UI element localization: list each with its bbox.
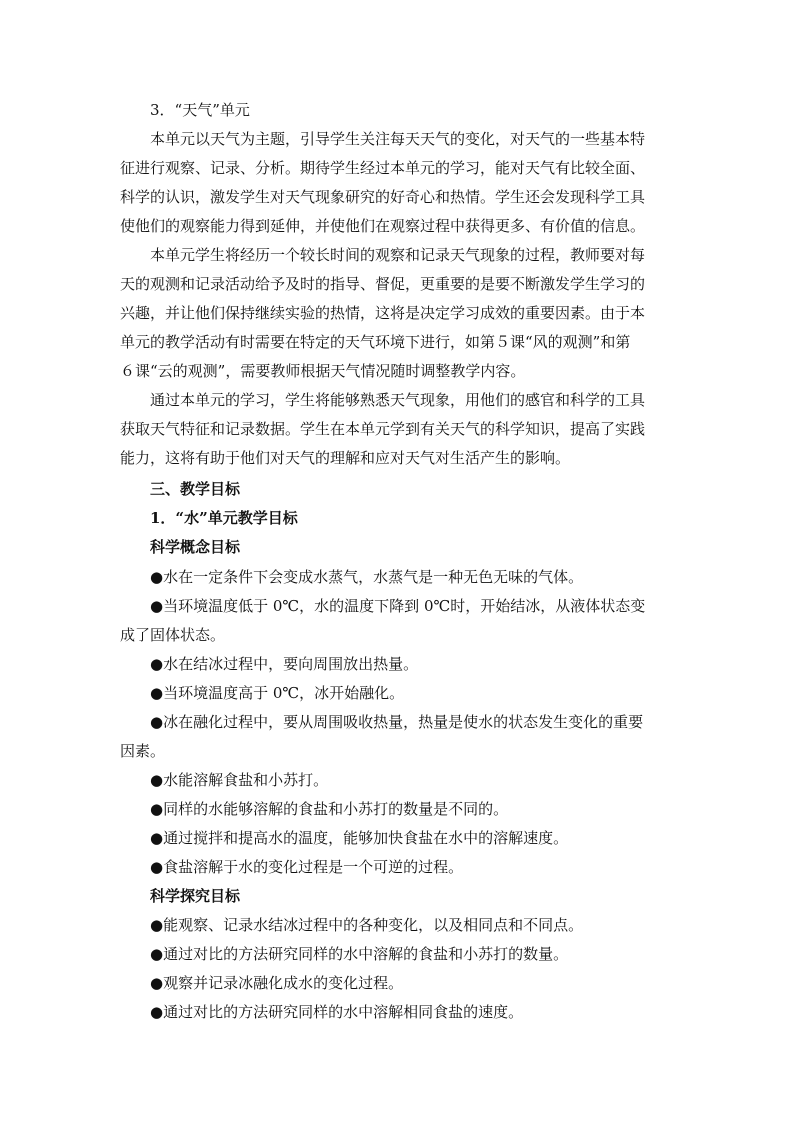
list-item-continuation: 因素。 [120, 742, 166, 760]
list-item: ●冰在融化过程中，要从周围吸收热量，热量是使水的状态发生变化的重要 [150, 713, 644, 731]
list-item: ●当环境温度高于 0℃，冰开始融化。 [150, 684, 405, 702]
paragraph-line: 获取天气特征和记录数据。学生在本单元学到有关天气的科学知识，提高了实践 [120, 420, 646, 438]
paragraph-line: ６课“云的观测”，需要教师根据天气情况随时调整教学内容。 [120, 362, 526, 380]
paragraph-line: 通过本单元的学习，学生将能够熟悉天气现象，用他们的感官和科学的工具 [150, 391, 646, 409]
paragraph-line: 能力，这将有助于他们对天气的理解和应对天气对生活产生的影响。 [120, 449, 571, 467]
list-item: ●通过对比的方法研究同样的水中溶解的食盐和小苏打的数量。 [150, 945, 569, 963]
water-unit-heading: 1．“水”单元教学目标 [150, 509, 298, 527]
paragraph-line: 使他们的观察能力得到延伸，并使他们在观察过程中获得更多、有价值的信息。 [120, 217, 646, 235]
inquiry-goals-heading: 科学探究目标 [150, 887, 241, 905]
paragraph-line: 本单元以天气为主题，引导学生关注每天天气的变化，对天气的一些基本特 [150, 130, 646, 148]
section-3-heading: 3．“天气”单元 [150, 101, 250, 119]
paragraph-line: 兴趣，并让他们保持继续实验的热情，这将是决定学习成效的重要因素。由于本 [120, 304, 646, 322]
paragraph-line: 天的观测和记录活动给予及时的指导、督促，更重要的是要不断激发学生学习的 [120, 275, 646, 293]
paragraph-line: 单元的教学活动有时需要在特定的天气环境下进行，如第５课“风的观测”和第 [120, 333, 631, 351]
list-item-continuation: 成了固体状态。 [120, 626, 226, 644]
paragraph-line: 科学的认识，激发学生对天气现象研究的好奇心和热情。学生还会发现科学工具 [120, 188, 646, 206]
list-item: ●水在结冰过程中，要向周围放出热量。 [150, 655, 419, 673]
list-item: ●通过搅拌和提高水的温度，能够加快食盐在水中的溶解速度。 [150, 829, 569, 847]
section-three-heading: 三、教学目标 [150, 480, 241, 498]
paragraph-line: 本单元学生将经历一个较长时间的观察和记录天气现象的过程，教师要对每 [150, 246, 646, 264]
list-item: ●观察并记录冰融化成水的变化过程。 [150, 974, 404, 992]
list-item: ●同样的水能够溶解的食盐和小苏打的数量是不同的。 [150, 800, 509, 818]
list-item: ●能观察、记录水结冰过程中的各种变化，以及相同点和不同点。 [150, 916, 584, 934]
concept-goals-heading: 科学概念目标 [150, 538, 241, 556]
paragraph-line: 征进行观察、记录、分析。期待学生经过本单元的学习，能对天气有比较全面、 [120, 159, 646, 177]
list-item: ●食盐溶解于水的变化过程是一个可逆的过程。 [150, 858, 464, 876]
list-item: ●水能溶解食盐和小苏打。 [150, 771, 329, 789]
list-item: ●当环境温度低于 0℃，水的温度下降到 0℃时，开始结冰，从液体状态变 [150, 597, 646, 615]
list-item: ●水在一定条件下会变成水蒸气，水蒸气是一种无色无味的气体。 [150, 568, 584, 586]
list-item: ●通过对比的方法研究同样的水中溶解相同食盐的速度。 [150, 1003, 524, 1021]
